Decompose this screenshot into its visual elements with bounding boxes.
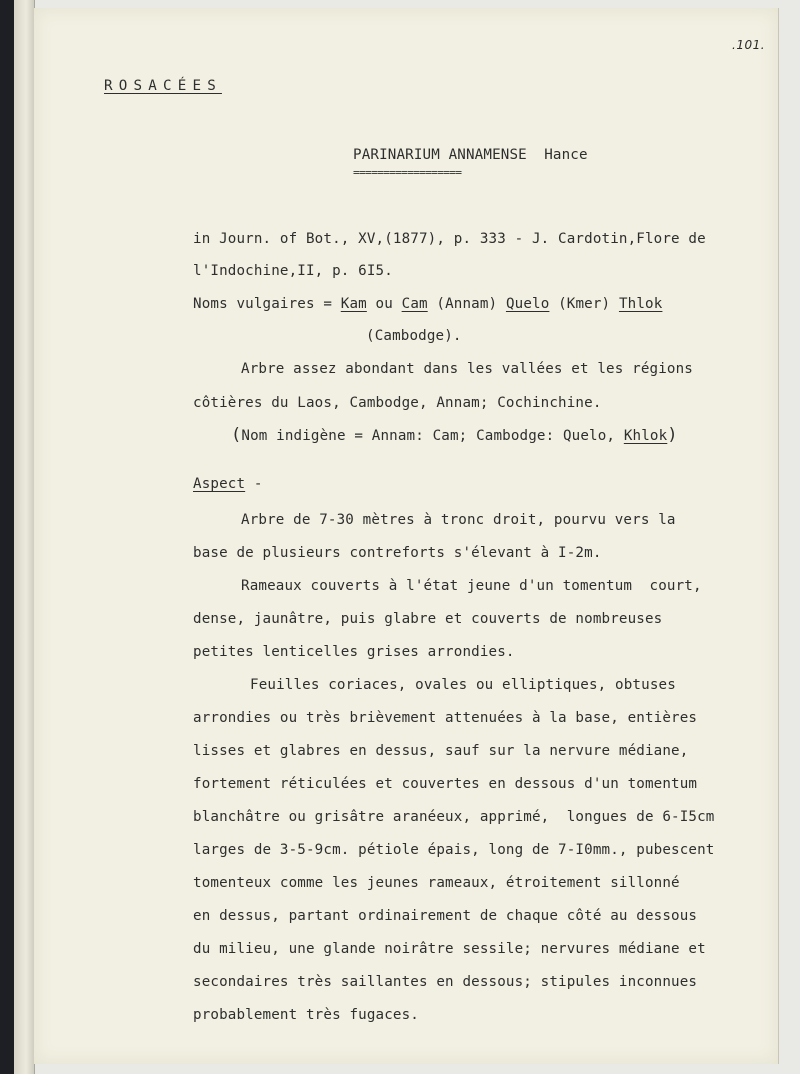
body-line: petites lenticelles grises arrondies. (193, 644, 515, 660)
species-author: Hance (544, 147, 588, 163)
reference-line-2: l'Indochine,II, p. 6I5. (193, 263, 393, 279)
vernacular-annam: (Annam) (427, 296, 506, 312)
indigenous-khlok: Khlok (623, 428, 668, 444)
vernacular-quelo: Quelo (505, 296, 550, 312)
reference-line-1: in Journ. of Bot., XV,(1877), p. 333 - J. Cardotin,Flore de (193, 231, 706, 247)
body-line: larges de 3-5-9cm. pétiole épais, long de 7-I0mm., pubescent (193, 842, 715, 858)
body-line: Feuilles coriaces, ovales ou elliptiques, obtuses (250, 677, 676, 693)
body-line: fortement réticulées et couvertes en dessous d'un tomentum (193, 776, 698, 792)
open-bracket: ( (231, 425, 242, 445)
body-line: en dessus, partant ordinairement de chaque côté au dessous (193, 908, 698, 924)
body-line: base de plusieurs contreforts s'élevant à I-2m. (193, 545, 602, 561)
title-rule: ================== (353, 166, 462, 179)
body-line: Arbre de 7-30 mètres à tronc droit, pourvu vers la (241, 512, 676, 528)
close-bracket: ) (667, 425, 678, 445)
vernacular-kmer: (Kmer) (549, 296, 619, 312)
indigenous-names-line (231, 427, 678, 444)
vernacular-cam: Cam (401, 296, 428, 312)
family-heading: ROSACÉES (104, 78, 222, 94)
vernacular-kam: Kam (340, 296, 367, 312)
previous-page-edge (14, 0, 35, 1074)
vernacular-prefix: Noms vulgaires = (193, 296, 341, 312)
vernacular-ou: ou (366, 296, 402, 312)
vernacular-thlok: Thlok (618, 296, 663, 312)
binding-edge (0, 0, 14, 1074)
body-line: Rameaux couverts à l'état jeune d'un tomentum court, (241, 578, 702, 594)
habitat-line-2: côtières du Laos, Cambodge, Annam; Cochinchine. (193, 395, 602, 411)
body-line: tomenteux comme les jeunes rameaux, étroitement sillonné (193, 875, 680, 891)
aspect-heading-line (193, 477, 263, 491)
body-line: dense, jaunâtre, puis glabre et couverts de nombreuses (193, 611, 663, 627)
body-line: secondaires très saillantes en dessous; stipules inconnues (193, 974, 698, 990)
page-number: .101. (732, 38, 766, 52)
habitat-line-1: Arbre assez abondant dans les vallées et les régions (241, 361, 693, 377)
aspect-heading: Aspect (193, 476, 246, 492)
body-line: arrondies ou très brièvement attenuées à la base, entières (193, 710, 698, 726)
vernacular-cambodge: (Cambodge). (366, 328, 462, 344)
vernacular-names-line (193, 297, 662, 311)
body-line: probablement très fugaces. (193, 1007, 419, 1023)
body-line: du milieu, une glande noirâtre sessile; nervures médiane et (193, 941, 706, 957)
body-line: blanchâtre ou grisâtre aranéeux, apprimé, longues de 6-I5cm (193, 809, 715, 825)
aspect-dash: - (245, 476, 263, 492)
species-title-line (353, 148, 588, 162)
indigenous-text: Nom indigène = Annam: Cam; Cambodge: Quelo, (241, 428, 624, 444)
body-line: lisses et glabres en dessus, sauf sur la nervure médiane, (193, 743, 689, 759)
species-title: PARINARIUM ANNAMENSE (353, 147, 527, 163)
